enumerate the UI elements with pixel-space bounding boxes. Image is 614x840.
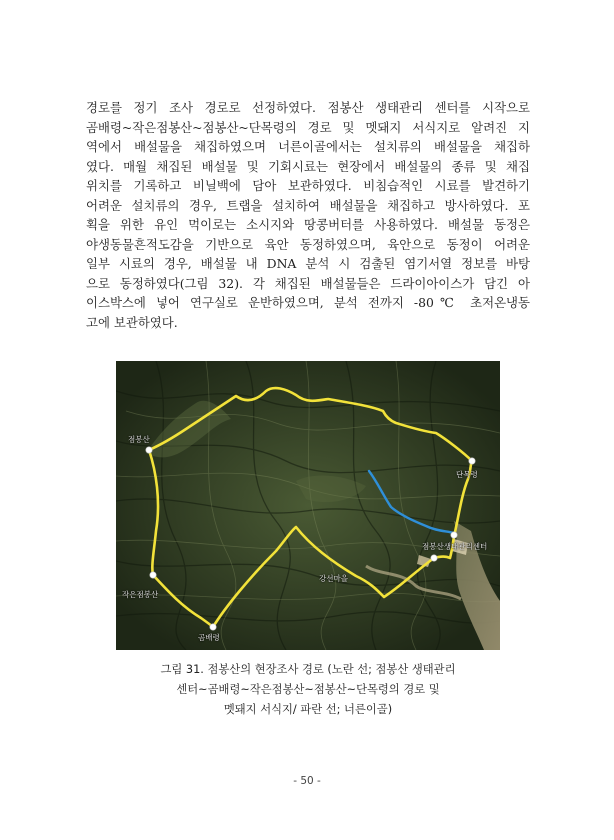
body-line: 역에서 배설물을 채집하였으며 너른이골에서는 설치류의 배설물을 채집하 xyxy=(86,139,530,154)
body-line: 어려운 설치류의 경우, 트랩을 설치하여 배설물을 채집하고 방사하였다. 포 xyxy=(86,197,530,213)
figure-caption xyxy=(116,660,500,720)
body-paragraph xyxy=(86,98,530,332)
label-danmokryeong: 단목령 xyxy=(456,470,478,479)
body-line: 경로를 정기 조사 경로로 선정하였다. 점봉산 생태관리 센터를 시작으로 xyxy=(86,100,530,115)
label-gombaeryeong: 곰배령 xyxy=(198,633,220,642)
body-line: 이스박스에 넣어 연구실로 운반하였으며, 분석 전까지 -80℃ 초저온냉동 xyxy=(86,295,530,310)
body-line: 으로 동정하였다(그림 32). 각 채집된 배설물들은 드라이아이스가 담긴 아 xyxy=(86,275,530,291)
marker-jeombongsan xyxy=(146,447,152,453)
caption-line: 멧돼지 서식지/ 파란 선; 너른이골) xyxy=(223,703,393,716)
label-center: 점봉산생태관리센터 xyxy=(422,542,488,551)
label-jeombongsan: 점봉산 xyxy=(128,435,150,444)
marker-gombaeryeong xyxy=(210,624,216,630)
survey-route-map xyxy=(116,361,500,650)
body-line: 야생동물흔적도감을 기반으로 육안 동정하였으며, 육안으로 동정이 어려운 xyxy=(86,236,530,252)
map-terrain xyxy=(116,361,500,650)
body-line: 고에 보관하였다. xyxy=(86,314,178,330)
body-line: 획을 위한 유인 먹이로는 소시지와 땅콩버터를 사용하였다. 배설물 동정은 xyxy=(86,217,530,232)
body-line: 일부 시료의 경우, 배설물 내 DNA 분석 시 검출된 염기서열 정보를 바탕 xyxy=(86,256,530,271)
body-line: 위치를 기록하고 비닐백에 담아 보관하였다. 비침습적인 시료를 발견하기 xyxy=(86,178,530,193)
label-gangseon-village: 강선마을 xyxy=(319,574,348,583)
page-number: - 50 - xyxy=(293,775,321,787)
body-line: 곰배령~작은점봉산~점봉산~단목령의 경로 및 멧돼지 서식지로 알려진 지 xyxy=(86,119,530,135)
caption-line: 센터~곰배령~작은점봉산~점봉산~단목령의 경로 및 xyxy=(176,683,440,696)
marker-jageun-jeombongsan xyxy=(150,572,156,578)
body-line: 였다. 매월 채집된 배설물 및 기회시료는 현장에서 배설물의 종류 및 채집 xyxy=(86,158,530,174)
marker-center xyxy=(451,532,457,538)
marker-gangseon-village xyxy=(431,555,437,561)
label-jageun-jeombongsan: 작은점봉산 xyxy=(122,590,159,599)
marker-danmokryeong xyxy=(469,458,475,464)
caption-line: 그림 31. 점봉산의 현장조사 경로 (노란 선; 점봉산 생태관리 xyxy=(160,663,456,676)
